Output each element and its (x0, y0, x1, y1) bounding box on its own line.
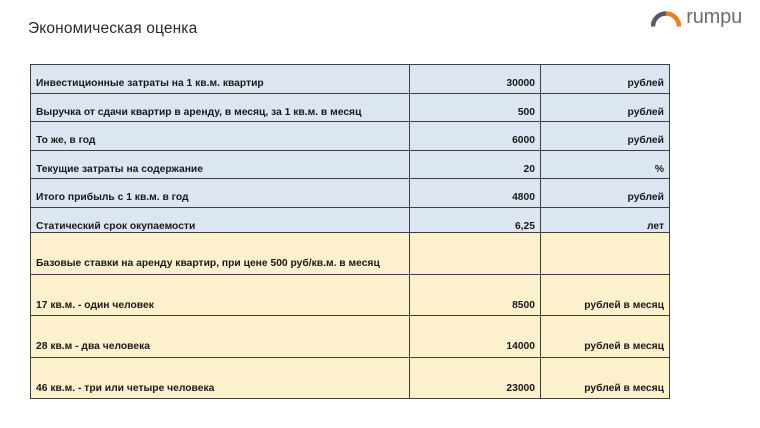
row-label: 17 кв.м. - один человек (31, 274, 410, 316)
table-row (31, 274, 670, 316)
row-units: рублей в месяц (541, 274, 670, 316)
table-row (31, 233, 670, 275)
row-units: рублей в месяц (541, 357, 670, 399)
table-row (31, 316, 670, 358)
row-label: Итого прибыль с 1 кв.м. в год (31, 179, 410, 208)
row-label: Инвестиционные затраты на 1 кв.м. квартир (31, 65, 410, 94)
row-value: 6,25 (410, 207, 541, 236)
rental-rates-table (30, 232, 670, 399)
row-value: 4800 (410, 179, 541, 208)
row-units: рублей в месяц (541, 316, 670, 358)
row-label: Базовые ставки на аренду квартир, при цене 500 руб/кв.м. в месяц (31, 233, 410, 275)
row-label: 46 кв.м. - три или четыре человека (31, 357, 410, 399)
row-units: рублей (541, 93, 670, 122)
row-value: 6000 (410, 122, 541, 151)
table-row (31, 93, 670, 122)
row-units: рублей (541, 65, 670, 94)
row-label: Статический срок окупаемости (31, 207, 410, 236)
row-label: Выручка от сдачи квартир в аренду, в месяц, за 1 кв.м. в месяц (31, 93, 410, 122)
brand-logo (651, 6, 742, 28)
row-label: Текущие затраты на содержание (31, 150, 410, 179)
table-row (31, 357, 670, 399)
table-row (31, 65, 670, 94)
page-title: Экономическая оценка (28, 20, 198, 37)
row-units: лет (541, 207, 670, 236)
row-value: 20 (410, 150, 541, 179)
table-row (31, 179, 670, 208)
row-units: % (541, 150, 670, 179)
row-units: рублей (541, 179, 670, 208)
table-row (31, 150, 670, 179)
row-value: 500 (410, 93, 541, 122)
row-label: То же, в год (31, 122, 410, 151)
row-value: 14000 (410, 316, 541, 358)
row-units (541, 233, 670, 275)
row-value: 30000 (410, 65, 541, 94)
arch-icon (651, 6, 681, 28)
row-units: рублей (541, 122, 670, 151)
row-value: 8500 (410, 274, 541, 316)
logo-wordmark: rumpu (686, 5, 742, 28)
row-value: 23000 (410, 357, 541, 399)
row-value (410, 233, 541, 275)
economics-table (30, 64, 670, 236)
table-row (31, 122, 670, 151)
row-label: 28 кв.м - два человека (31, 316, 410, 358)
